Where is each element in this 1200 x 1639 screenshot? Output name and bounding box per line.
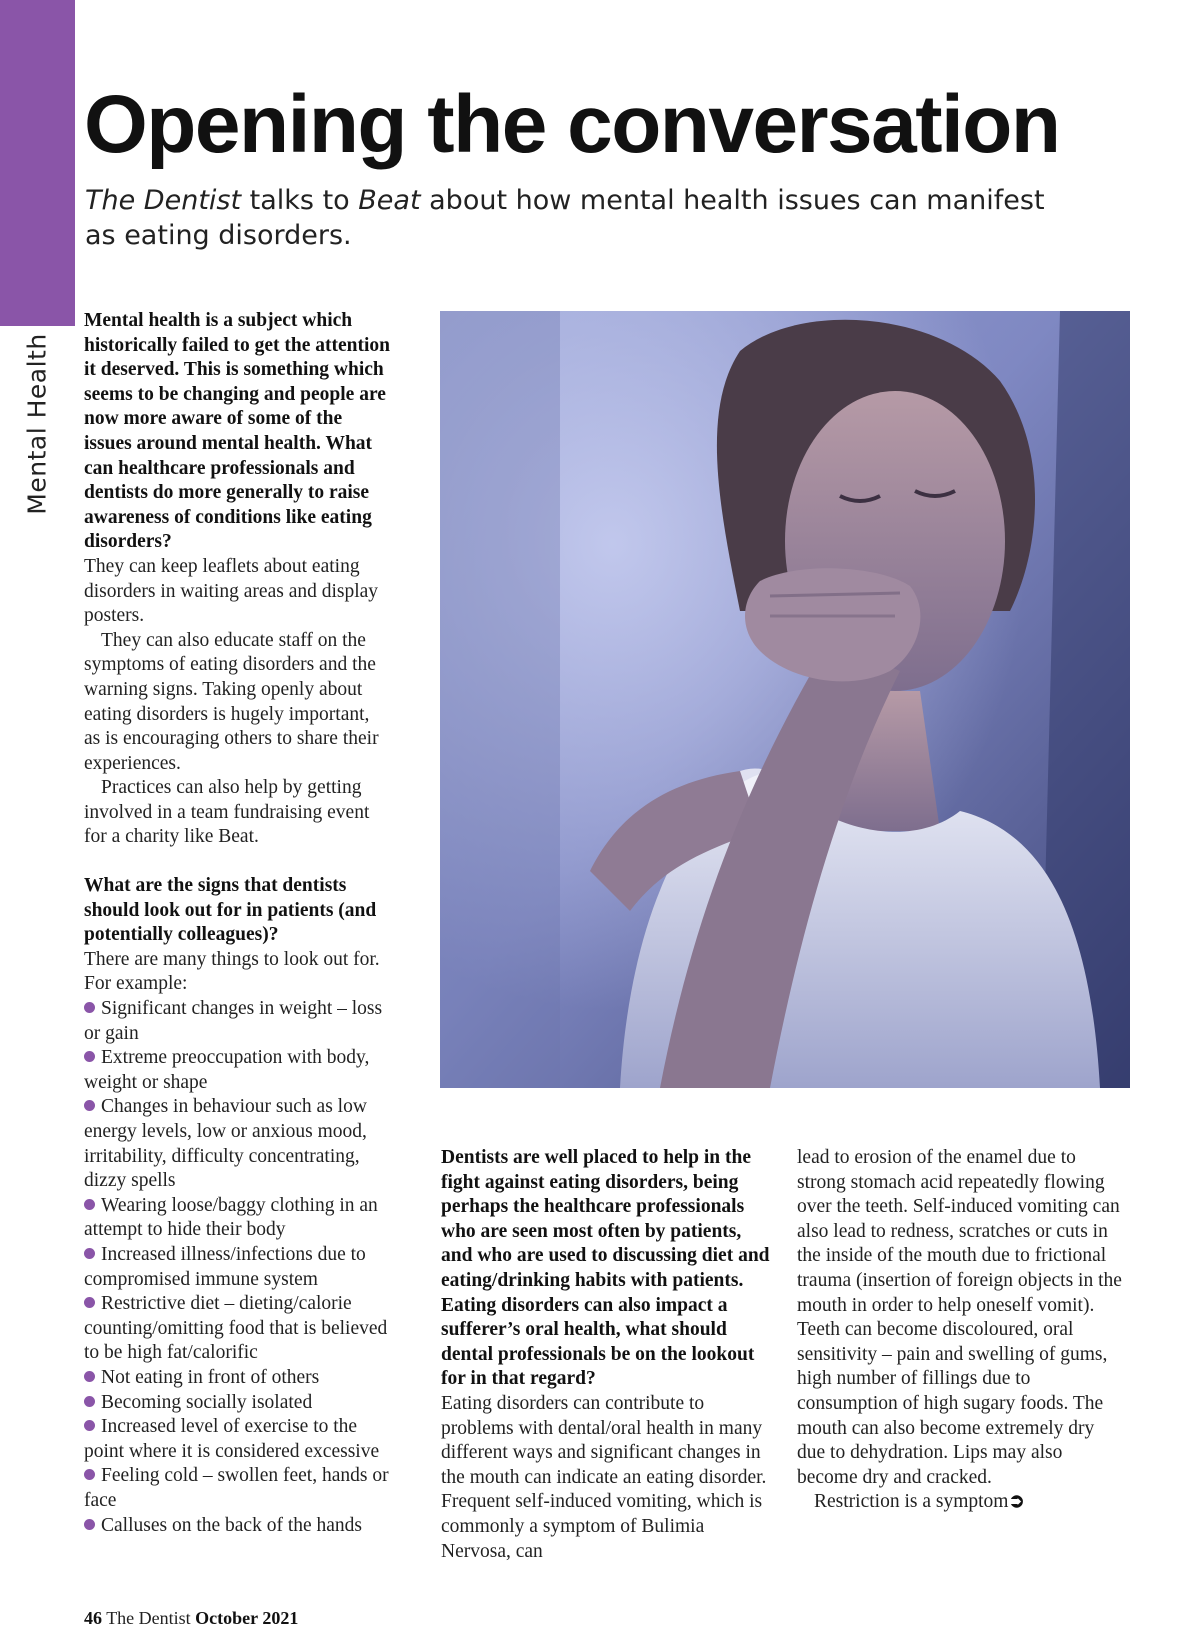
answer-1-paragraph-2: They can also educate staff on the symptoms of eating disorders and the warning signs. Taking openly about eating disorders is hugely important, as is encouraging others to share their experiences. bbox=[84, 629, 379, 774]
bullet-dot-icon bbox=[84, 1297, 95, 1308]
list-item-text: Calluses on the back of the hands bbox=[101, 1514, 363, 1536]
column-3-paragraph-2 bbox=[797, 1490, 1125, 1515]
list-item bbox=[84, 1243, 390, 1292]
column-2 bbox=[441, 1146, 777, 1564]
continue-arrow-icon: ➲ bbox=[1008, 1491, 1025, 1513]
standfirst-text-1: talks to bbox=[241, 185, 359, 216]
bullet-dot-icon bbox=[84, 1100, 95, 1111]
woman-covering-mouth-photo-icon bbox=[440, 311, 1130, 1088]
list-item bbox=[84, 1292, 390, 1366]
answer-3: Eating disorders can contribute to problems with dental/oral health in many different ways and significant changes in the mouth can indicate an eating disorder. Frequent self-induced vomiting, which is commonly a symptom of Bulimia Nervosa, can bbox=[441, 1392, 767, 1562]
list-item bbox=[84, 1046, 390, 1095]
section-color-bar bbox=[0, 0, 75, 326]
question-3: Dentists are well placed to help in the fight against eating disorders, being perhaps the healthcare professionals who are seen most often by patients, and who are used to discussing diet and eating/drinking habits with patients. Eating disorders can also impact a sufferer’s oral health, what should dental professionals be on the lookout for in that regard? bbox=[441, 1147, 770, 1390]
answer-1-paragraph-3: Practices can also help by getting involved in a team fundraising event for a charity like Beat. bbox=[84, 777, 370, 848]
page-title: Opening the conversation bbox=[84, 79, 1060, 170]
answer-1-paragraph-1: They can keep leaflets about eating disorders in waiting areas and display posters. bbox=[84, 555, 379, 627]
column-1 bbox=[84, 309, 390, 1538]
question-2: What are the signs that dentists should look out for in patients (and potentially colleagues)? bbox=[84, 875, 377, 946]
bullet-dot-icon bbox=[84, 1051, 95, 1062]
list-item bbox=[84, 1194, 390, 1243]
bullet-dot-icon bbox=[84, 1469, 95, 1480]
bullet-dot-icon bbox=[84, 1199, 95, 1210]
list-item-text: Feeling cold – swollen feet, hands or face bbox=[84, 1465, 389, 1511]
list-item-text: Restrictive diet – dieting/calorie counting/omitting food that is believed to be high fat/calorific bbox=[84, 1293, 388, 1364]
list-item-text: Changes in behaviour such as low energy levels, low or anxious mood, irritability, difficulty concentrating, dizzy spells bbox=[84, 1096, 367, 1192]
standfirst-text-2: about how mental health issues can manifest as eating disorders. bbox=[85, 185, 1045, 251]
answer-2-intro: There are many things to look out for. For example: bbox=[84, 948, 380, 995]
section-label: Mental Health bbox=[22, 333, 52, 515]
bullet-dot-icon bbox=[84, 1248, 95, 1259]
list-item bbox=[84, 1514, 390, 1539]
bullet-dot-icon bbox=[84, 1002, 95, 1013]
list-item-text: Extreme preoccupation with body, weight or shape bbox=[84, 1047, 370, 1093]
bullet-dot-icon bbox=[84, 1519, 95, 1530]
list-item bbox=[84, 1464, 390, 1513]
list-item-text: Significant changes in weight – loss or gain bbox=[84, 998, 383, 1044]
list-item-text: Increased illness/infections due to compromised immune system bbox=[84, 1243, 366, 1290]
list-item bbox=[84, 997, 390, 1046]
column-3 bbox=[797, 1146, 1125, 1515]
standfirst bbox=[85, 183, 1075, 253]
list-item-text: Not eating in front of others bbox=[101, 1366, 320, 1388]
warning-signs-list bbox=[84, 997, 390, 1538]
article-photo bbox=[440, 311, 1130, 1088]
continued-text: Restriction is a symptom bbox=[814, 1491, 1009, 1513]
standfirst-org: Beat bbox=[358, 185, 421, 216]
bullet-dot-icon bbox=[84, 1371, 95, 1382]
list-item-text: Becoming socially isolated bbox=[101, 1391, 313, 1413]
footer-issue-date: October 2021 bbox=[195, 1608, 299, 1628]
footer-publication: The Dentist bbox=[106, 1608, 191, 1628]
question-1: Mental health is a subject which historically failed to get the attention it deserved. This is something which seems to be changing and people are now more aware of some of the issues around mental health. What can healthcare professionals and dentists do more generally to raise awareness of conditions like eating disorders? bbox=[84, 310, 390, 553]
column-3-paragraph-1: lead to erosion of the enamel due to strong stomach acid repeatedly flowing over the teeth. Self-induced vomiting can also lead to redness, scratches or cuts in the inside of the mouth due to frictional trauma (insertion of foreign objects in the mouth in order to help oneself vomit). Teeth can become discoloured, oral sensitivity – pain and swelling of gums, high number of fillings due to consumption of high sugary foods. The mouth can also become extremely dry due to dehydration. Lips may also become dry and cracked. bbox=[797, 1147, 1122, 1488]
page-number: 46 bbox=[84, 1608, 102, 1628]
list-item bbox=[84, 1391, 390, 1416]
page-footer bbox=[84, 1608, 298, 1629]
bullet-dot-icon bbox=[84, 1420, 95, 1431]
list-item bbox=[84, 1366, 390, 1391]
list-item bbox=[84, 1095, 390, 1193]
standfirst-publication: The Dentist bbox=[85, 185, 242, 216]
bullet-dot-icon bbox=[84, 1396, 95, 1407]
list-item-text: Wearing loose/baggy clothing in an attempt to hide their body bbox=[84, 1194, 378, 1241]
paragraph-gap bbox=[84, 850, 390, 874]
list-item-text: Increased level of exercise to the point where it is considered excessive bbox=[84, 1416, 380, 1462]
list-item bbox=[84, 1415, 390, 1464]
